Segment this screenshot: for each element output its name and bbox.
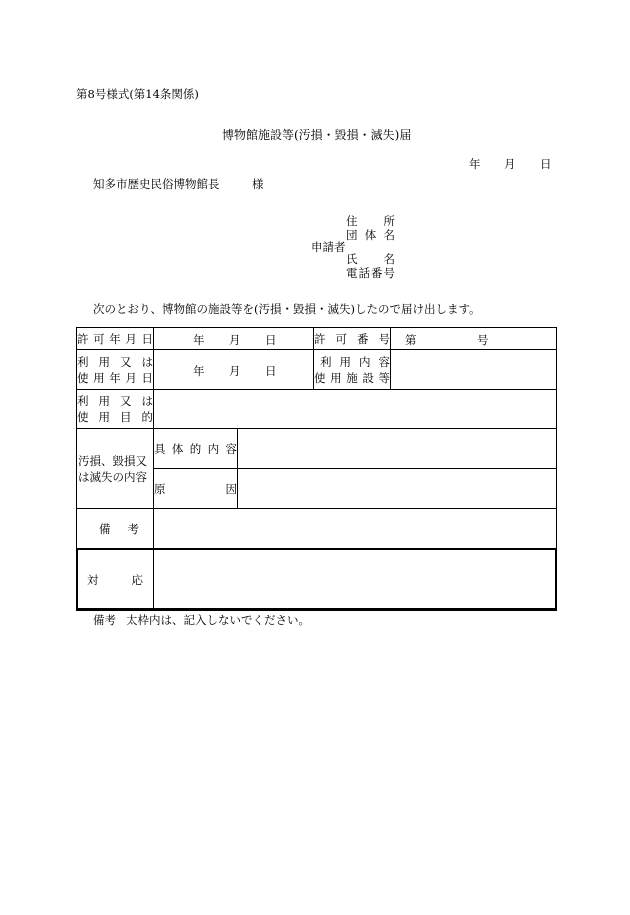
damage-label-cell [77, 429, 154, 509]
use-date-month: 月 [229, 363, 241, 378]
permit-date-month: 月 [229, 332, 241, 347]
use-date-day: 日 [265, 363, 277, 378]
applicant-address-label: 住所 [346, 214, 395, 228]
purpose-label-2: 使用目的 [77, 410, 153, 424]
date-day: 日 [540, 157, 552, 171]
applicant-label: 申請者 [311, 240, 346, 254]
remarks-label-cell [77, 509, 154, 550]
permit-date-label: 許可年月日 [77, 331, 153, 346]
use-content-label-2: 使用施設等 [314, 370, 390, 385]
details-value-cell[interactable] [238, 429, 557, 469]
response-value-cell [154, 550, 557, 611]
use-date-label-2: 使用年月日 [77, 370, 153, 385]
permit-number-label: 許可番号 [314, 331, 390, 346]
remarks-label: 備考 [99, 522, 139, 536]
permit-number-value-cell[interactable] [391, 328, 557, 350]
remarks-value-cell[interactable] [154, 509, 557, 550]
use-date-year: 年 [193, 363, 205, 378]
applicant-phone-label: 電話番号 [346, 266, 395, 280]
row-remarks [77, 509, 557, 550]
cause-value-cell[interactable] [238, 469, 557, 509]
permit-date-label-cell [77, 328, 154, 350]
details-label: 具体的内容 [154, 441, 237, 456]
response-label-cell [77, 550, 154, 611]
date-year: 年 [469, 157, 481, 171]
use-content-label-1: 利用内容 [320, 354, 390, 369]
row-use-date [77, 350, 557, 390]
permit-date-year: 年 [193, 332, 205, 347]
purpose-value-cell[interactable] [154, 390, 557, 429]
addressee-honorific: 様 [252, 177, 264, 191]
damage-label-2: は滅失の内容 [78, 469, 147, 484]
permit-number-suffix: 号 [477, 332, 489, 347]
row-response [77, 550, 557, 611]
use-date-value-cell[interactable] [154, 350, 314, 390]
row-permit [77, 328, 557, 350]
response-label: 対応 [87, 573, 143, 587]
cause-label: 原因 [154, 481, 237, 496]
permit-date-day: 日 [265, 332, 277, 347]
permit-number-label-cell [314, 328, 391, 350]
form-title: 博物館施設等(汚損・毀損・滅失)届 [222, 128, 412, 142]
use-content-value-cell[interactable] [391, 350, 557, 390]
use-date-label-1: 利用又は [77, 354, 153, 369]
row-damage-details [77, 429, 557, 469]
date-month: 月 [504, 157, 516, 171]
damage-label-1: 汚損、毀損又 [78, 453, 147, 468]
applicant-group-label: 団体名 [346, 228, 395, 242]
applicant-name-label: 氏名 [346, 252, 395, 266]
use-content-label-cell [314, 350, 391, 390]
footnote-text: 太枠内は、記入しないでください。 [126, 613, 310, 627]
footnote-label: 備考 [93, 613, 116, 627]
form-number: 第8号様式(第14条関係) [76, 87, 199, 101]
permit-date-value-cell[interactable] [154, 328, 314, 350]
cause-label-cell [154, 469, 238, 509]
purpose-label-1: 利用又は [77, 394, 153, 408]
statement: 次のとおり、博物館の施設等を(汚損・毀損・滅失)したので届け出します。 [93, 302, 481, 316]
purpose-label-cell [77, 390, 154, 429]
notification-table [76, 327, 557, 611]
use-date-label-cell [77, 350, 154, 390]
details-label-cell [154, 429, 238, 469]
row-purpose [77, 390, 557, 429]
addressee-name: 知多市歴史民俗博物館長 [93, 177, 220, 191]
permit-number-prefix: 第 [405, 332, 417, 347]
